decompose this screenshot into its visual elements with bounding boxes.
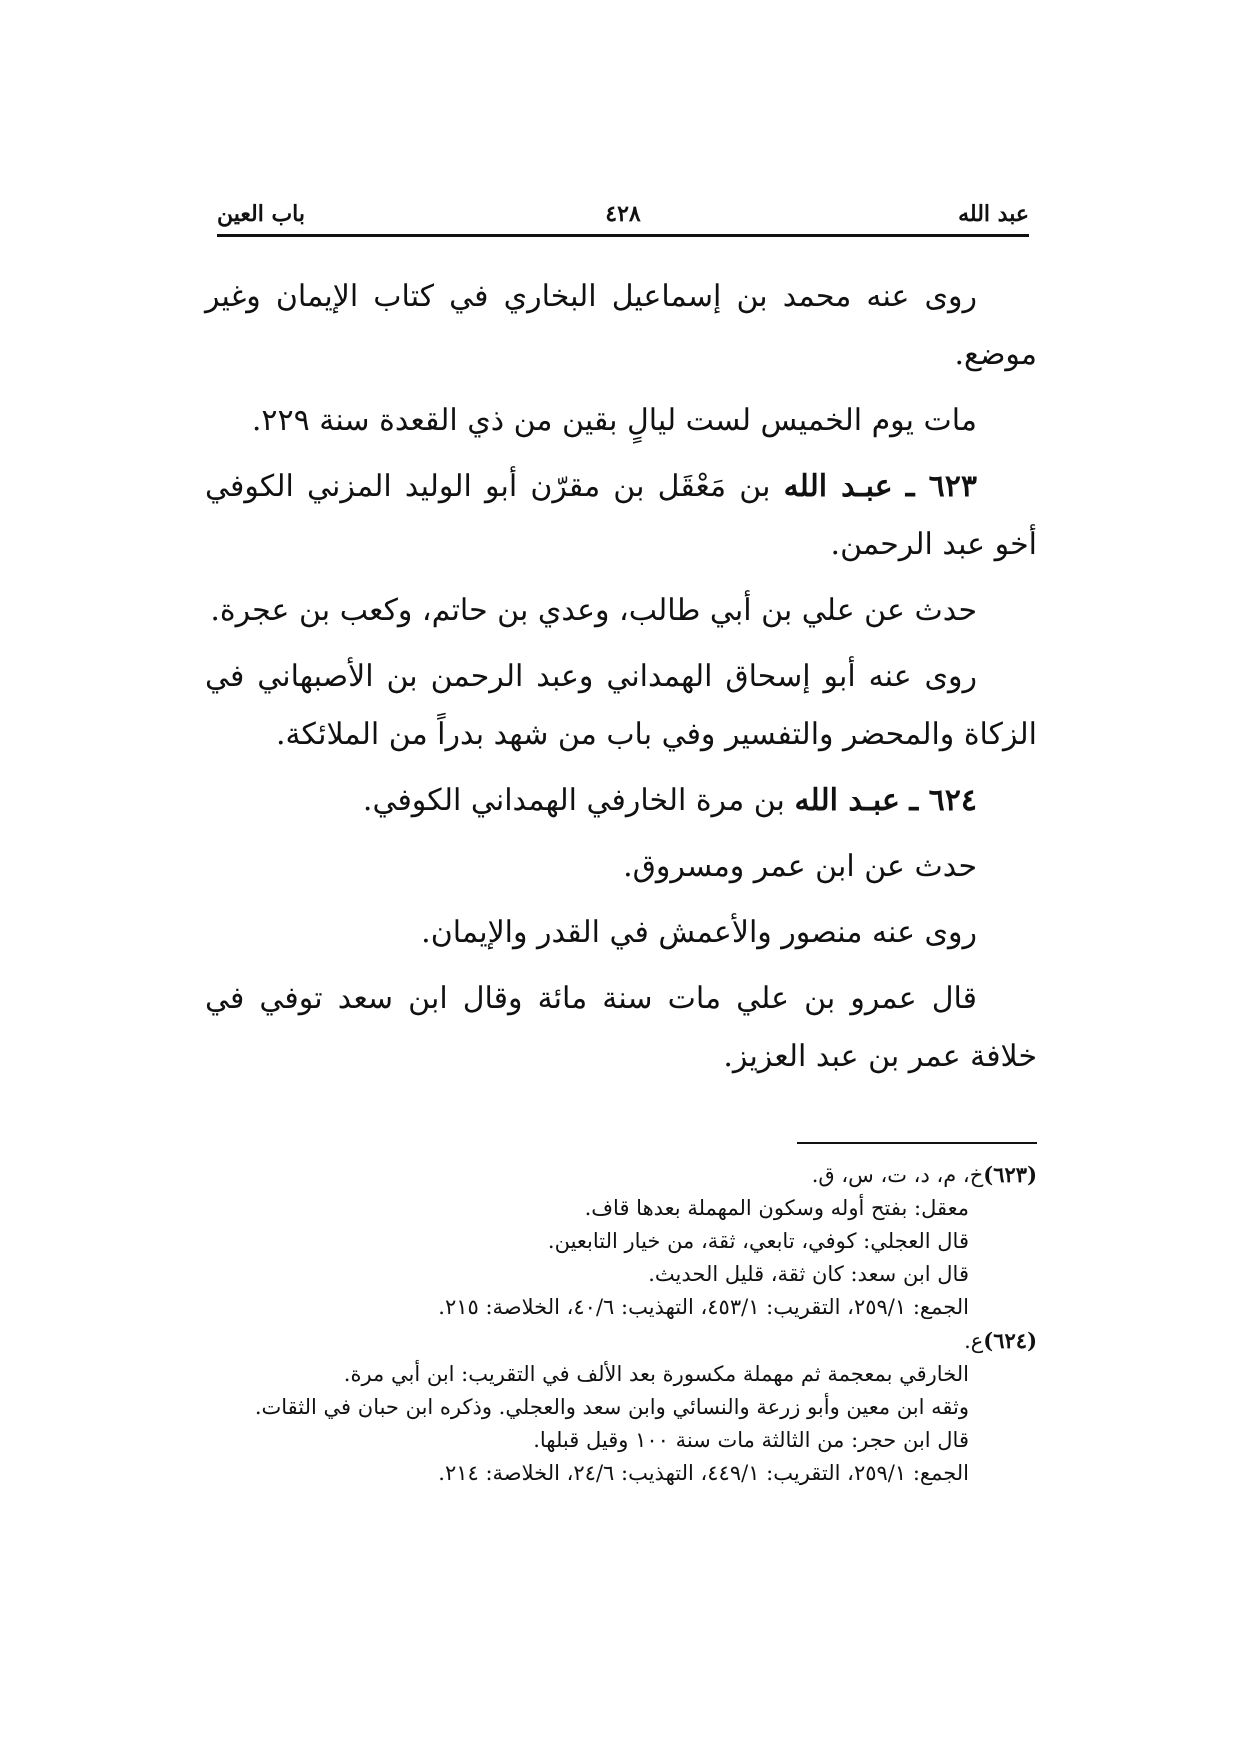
- paragraph: [205, 582, 1037, 640]
- paragraph: [205, 648, 1037, 764]
- paragraph: [205, 904, 1037, 962]
- biography-entry-623: [205, 458, 1037, 574]
- footnote-header: [205, 1158, 1037, 1192]
- paragraph-text: مات يوم الخميس لست ليالٍ بقين من ذي القعدة سنة ٢٢٩.: [251, 403, 977, 438]
- main-text: [205, 268, 1037, 1094]
- footnote-separator: [797, 1142, 1037, 1144]
- footnote-sigla: خ، م، د، ت، س، ق.: [811, 1163, 984, 1187]
- paragraph: [205, 970, 1037, 1086]
- footnote-line: معقل: بفتح أوله وسكون المهملة بعدها قاف.: [584, 1196, 969, 1220]
- biography-entry-624: [205, 772, 1037, 830]
- header-rule: [217, 234, 1029, 237]
- entry-name: عبـد الله: [794, 783, 900, 818]
- footnote-line: الجمع: ٢٥٩/١، التقريب: ٤٥٣/١، التهذيب: ٤٠/٦، الخلاصة: ٢١٥.: [438, 1295, 969, 1319]
- header-section-title: عبد الله: [958, 201, 1029, 227]
- footnote-line: الخارقي بمعجمة ثم مهملة مكسورة بعد الألف في التقريب: ابن أبي مرة.: [343, 1362, 969, 1386]
- paragraph-text: حدث عن علي بن أبي طالب، وعدي بن حاتم، وكعب بن عجرة.: [210, 593, 977, 628]
- entry-number: ٦٢٣ ـ: [905, 469, 977, 504]
- paragraph-text: قال عمرو بن علي مات سنة مائة وقال ابن سعد توفي في خلافة عمر بن عبد العزيز.: [205, 981, 1037, 1074]
- footnote-line: قال ابن حجر: من الثالثة مات سنة ١٠٠ وقيل قبلها.: [533, 1428, 969, 1452]
- footnote-sigla: ع.: [964, 1329, 984, 1353]
- paragraph-text: روى عنه محمد بن إسماعيل البخاري في كتاب الإيمان وغير موضع.: [205, 279, 1037, 372]
- footnote-header: [205, 1324, 1037, 1358]
- page-number: ٤٢٨: [605, 201, 641, 227]
- paragraph-text: بن مَعْقَل بن مقرّن أبو الوليد المزني الكوفي أخو عبد الرحمن.: [205, 469, 1037, 562]
- footnote-number: (٦٢٤): [983, 1328, 1037, 1353]
- paragraph-text: حدث عن ابن عمر ومسروق.: [623, 849, 977, 884]
- paragraph: [205, 392, 1037, 450]
- paragraph: [205, 838, 1037, 896]
- footnote-line: قال ابن سعد: كان ثقة، قليل الحديث.: [648, 1262, 969, 1286]
- paragraph-text: بن مرة الخارفي الهمداني الكوفي.: [362, 783, 795, 818]
- header-chapter-title: باب العين: [217, 201, 306, 227]
- paragraph-text: روى عنه منصور والأعمش في القدر والإيمان.: [421, 915, 977, 950]
- footnote-number: (٦٢٣): [983, 1162, 1037, 1187]
- paragraph-text: روى عنه أبو إسحاق الهمداني وعبد الرحمن بن الأصبهاني في الزكاة والمحضر والتفسير وفي باب من شهد بدراً من الملائكة.: [205, 659, 1037, 752]
- entry-name: عبـد الله: [783, 469, 893, 504]
- footnote-line: الجمع: ٢٥٩/١، التقريب: ٤٤٩/١، التهذيب: ٢٤/٦، الخلاصة: ٢١٤.: [438, 1461, 969, 1485]
- footnote-line: قال العجلي: كوفي، تابعي، ثقة، من خيار التابعين.: [547, 1229, 969, 1253]
- footnote-line: وثقه ابن معين وأبو زرعة والنسائي وابن سعد والعجلي. وذكره ابن حبان في الثقات.: [254, 1395, 969, 1419]
- footnotes: [205, 1158, 1037, 1490]
- entry-number: ٦٢٤ ـ: [909, 783, 977, 818]
- paragraph: [205, 268, 1037, 384]
- running-header: [217, 196, 1029, 232]
